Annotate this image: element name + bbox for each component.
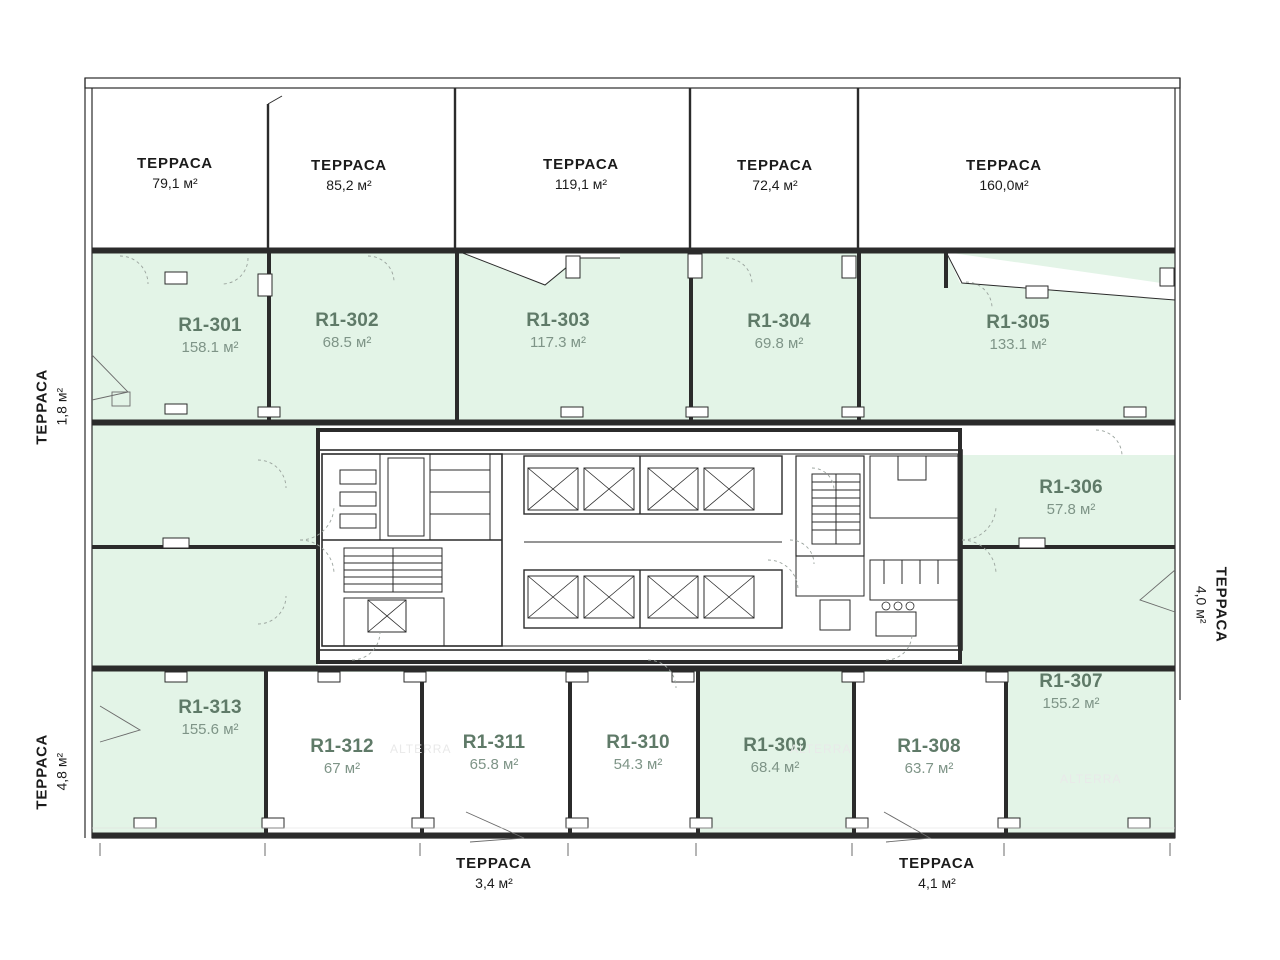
terrace-name: ТЕРРАСА (33, 368, 51, 445)
unit-area: 155.6 м² (181, 721, 239, 739)
terrace-name: ТЕРРАСА (737, 157, 813, 174)
terrace-area: 1,8 м² (53, 387, 70, 426)
terrace-area: 79,1 м² (152, 175, 198, 192)
unit-area: 68.4 м² (750, 759, 800, 777)
unit-area: 155.2 м² (1042, 695, 1100, 713)
terrace-name: ТЕРРАСА (899, 855, 975, 872)
watermark: ALTERRA (1060, 772, 1122, 786)
terrace-name: ТЕРРАСА (137, 155, 213, 172)
terrace-area: 3,4 м² (475, 875, 513, 892)
unit-area: 63.7 м² (904, 760, 954, 778)
terrace-name: ТЕРРАСА (543, 156, 619, 173)
unit-name: R1-303 (526, 310, 590, 331)
terrace-area: 4,8 м² (53, 752, 70, 791)
terrace-name: ТЕРРАСА (966, 157, 1042, 174)
unit-area: 68.5 м² (322, 334, 372, 352)
terrace-area: 4,1 м² (918, 875, 956, 892)
unit-name: R1-307 (1039, 671, 1103, 692)
unit-name: R1-309 (743, 735, 807, 756)
terrace-area: 160,0м² (979, 177, 1029, 194)
unit-area: 133.1 м² (989, 336, 1047, 354)
unit-area: 54.3 м² (613, 756, 663, 774)
terrace-area: 4,0 м² (1193, 585, 1210, 624)
watermark: ALTERRA (390, 742, 452, 756)
building-core (318, 450, 962, 650)
unit-name: R1-306 (1039, 477, 1103, 498)
unit-area: 117.3 м² (530, 334, 586, 352)
unit-name: R1-305 (986, 312, 1050, 333)
terrace-name: ТЕРРАСА (1212, 566, 1230, 643)
unit-area: 158.1 м² (181, 339, 239, 357)
unit-area: 57.8 м² (1046, 501, 1096, 519)
unit-name: R1-308 (897, 736, 961, 757)
terrace-area: 85,2 м² (326, 177, 372, 194)
unit-name: R1-311 (462, 732, 526, 753)
watermark: ALTERRA (790, 742, 852, 756)
terrace-area: 72,4 м² (752, 177, 798, 194)
terrace-area: 119,1 м² (554, 176, 608, 193)
unit-area: 65.8 м² (469, 756, 519, 774)
unit-area: 67 м² (323, 760, 361, 778)
unit-name: R1-301 (178, 315, 242, 336)
unit-name: R1-304 (747, 311, 811, 332)
terrace-name: ТЕРРАСА (311, 157, 387, 174)
unit-name: R1-313 (178, 697, 242, 718)
terrace-name: ТЕРРАСА (456, 855, 532, 872)
unit-area: 69.8 м² (754, 335, 804, 353)
unit-name: R1-310 (606, 732, 670, 753)
terrace-name: ТЕРРАСА (33, 733, 51, 810)
unit-name: R1-302 (315, 310, 379, 331)
unit-name: R1-312 (310, 736, 374, 757)
